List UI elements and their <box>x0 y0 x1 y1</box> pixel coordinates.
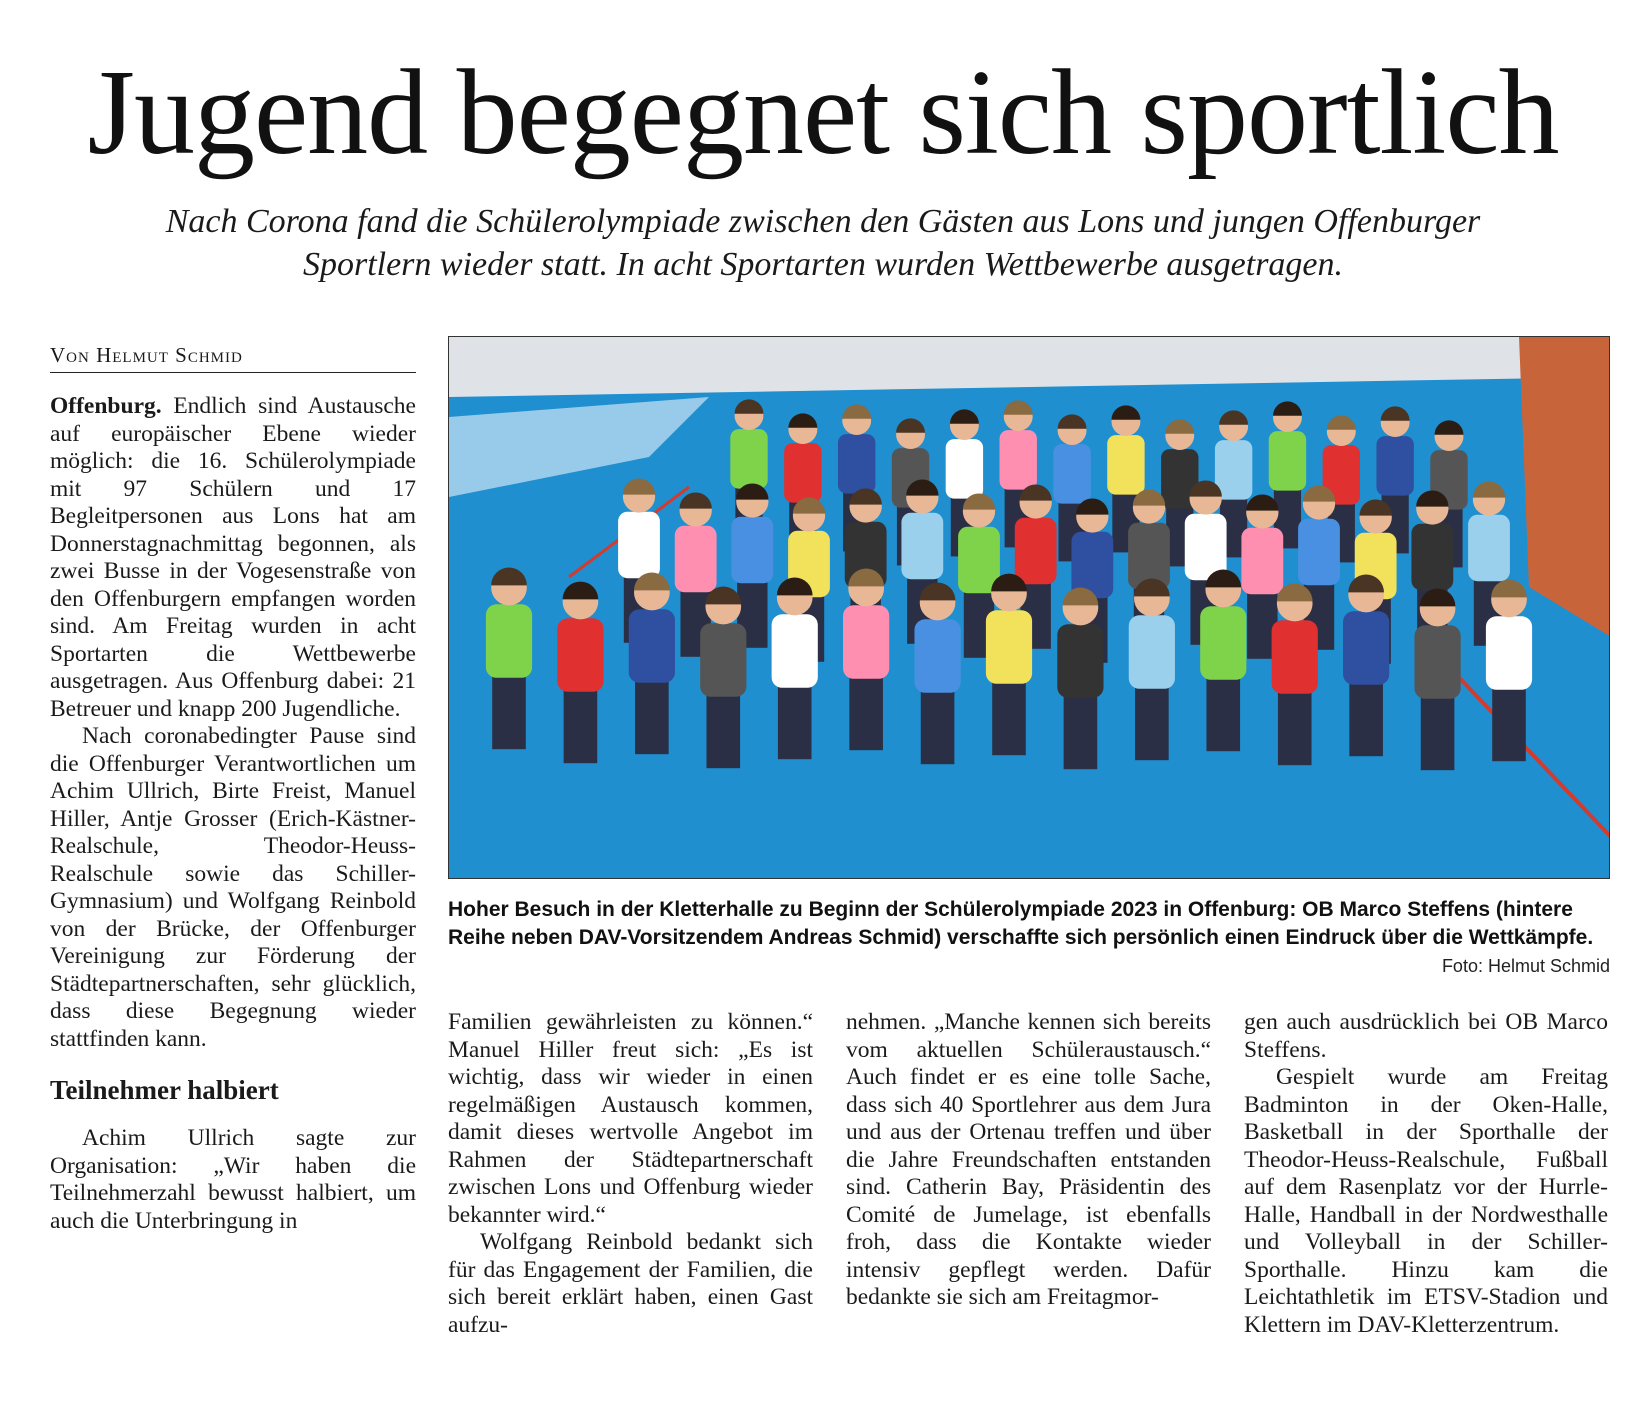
person <box>843 569 889 751</box>
paragraph: nehmen. „Manche kennen sich bereits vom aktuellen Schüleraustausch.“ Auch findet er es eine tolle Sache, dass sich 40 Sportlehrer aus dem Jura und aus der Ortenau treffen und über die Jahre Freundschaften entstanden sind. Catherin Bay, Präsidentin des Comité de Jumelage, ist ebenfalls froh, dass die Kontakte wieder intensiv gepflegt werden. Dafür bedankte sie sich am Freitagmor- <box>846 1009 1211 1310</box>
byline: Von Helmut Schmid <box>50 343 416 373</box>
person <box>1057 588 1103 770</box>
paragraph: Wolfgang Reinbold bedankt sich für das Engagement der Familien, die sich bereit erklärt haben, einen Gast aufzu- <box>448 1229 813 1338</box>
photo-caption: Hoher Besuch in der Kletterhalle zu Beginn der Schülerolympiade 2023 in Offenburg: OB Marco Steffens (hintere Reihe neben DAV-Vorsitzendem Andreas Schmid) verschaffte sich persönlich einen Eindruck über die Wettkämpfe. <box>448 898 1594 949</box>
group-photo-image <box>449 337 1610 879</box>
paragraph: Familien gewährleisten zu können.“ Manuel Hiller freut sich: „Es ist wichtig, dass wir wieder in einen regelmäßigen Austausch kommen, damit dieses wertvolle Angebot im Rahmen der Städtepartnerschaft zwischen Lons und Offenburg wieder bekannter wird.“ <box>448 1009 813 1228</box>
dateline: Offenburg. <box>50 393 162 419</box>
crosshead: Teilnehmer halbiert <box>50 1075 279 1105</box>
article-column-2 <box>448 1009 813 1339</box>
photo-credit: Foto: Helmut Schmid <box>1441 956 1610 976</box>
person <box>700 587 746 769</box>
person <box>557 582 603 764</box>
article-column-3 <box>846 1009 1211 1312</box>
person <box>1414 589 1460 771</box>
person <box>1129 579 1175 761</box>
article-column-1 <box>50 393 416 1235</box>
paragraph: gen auch ausdrücklich bei OB Marco Steffens. <box>1244 1009 1608 1063</box>
paragraph: Nach coronabedingter Pause sind die Offenburger Verantwortlichen um Achim Ullrich, Birte Freist, Manuel Hiller, Antje Grosser (Erich-Kästner-Realschule, Theodor-Heuss-Realschule sowie das Schiller-Gymnasium) und Wolfgang Reinbold von der Brücke, der Offenburger Vereinigung zur Förderung der Städtepartnerschaften, sehr glücklich, dass diese Begegnung wieder stattfinden kann. <box>50 723 416 1052</box>
paragraph: Achim Ullrich sagte zur Organisation: „Wir haben die Teilnehmerzahl bewusst halbiert, um auch die Unterbringung in <box>50 1125 416 1234</box>
person <box>1272 584 1318 766</box>
subheadline: Nach Corona fand die Schülerolympiade zwischen den Gästen aus Lons und jungen Offenburger Sportlern wieder statt. In acht Sportarten wurden Wettbewerbe ausgetragen. <box>165 203 1481 283</box>
person <box>772 578 818 760</box>
person <box>1486 580 1532 762</box>
person <box>1343 575 1389 757</box>
group-photo <box>448 336 1610 879</box>
article-column-4 <box>1244 1009 1608 1339</box>
person <box>486 568 532 750</box>
person <box>1200 570 1246 752</box>
paragraph-text: Endlich sind Austausche auf europäischer Ebene wieder möglich: die 16. Schülerolympiade mit 97 Schülern und 17 Begleitpersonen aus Lons hat am Donnerstagnachmittag begonnen, als zwei Busse in der Vogesenstraße von den Offenburgern empfangen worden sind. Am Freitag wurden in acht Sportarten die Wettbewerbe ausgetragen. Aus Offenburg dabei: 21 Betreuer und knapp 200 Jugendliche. <box>50 393 416 722</box>
person <box>629 573 675 755</box>
person <box>731 483 773 647</box>
person <box>986 574 1032 756</box>
paragraph <box>50 393 416 723</box>
paragraph: Gespielt wurde am Freitag Badminton in der Oken-Halle, Basketball in der Sporthalle der Theodor-Heuss-Realschule, Fußball auf dem Rasenplatz vor der Hurrle-Halle, Handball in der Nordwesthalle und Volleyball in der Schiller-Sporthalle. Hinzu kam die Leichtathletik im ETSV-Stadion und Klettern im DAV-Kletterzentrum. <box>1244 1064 1608 1338</box>
person <box>914 583 960 765</box>
headline: Jugend begegnet sich sportlich <box>87 45 1559 180</box>
